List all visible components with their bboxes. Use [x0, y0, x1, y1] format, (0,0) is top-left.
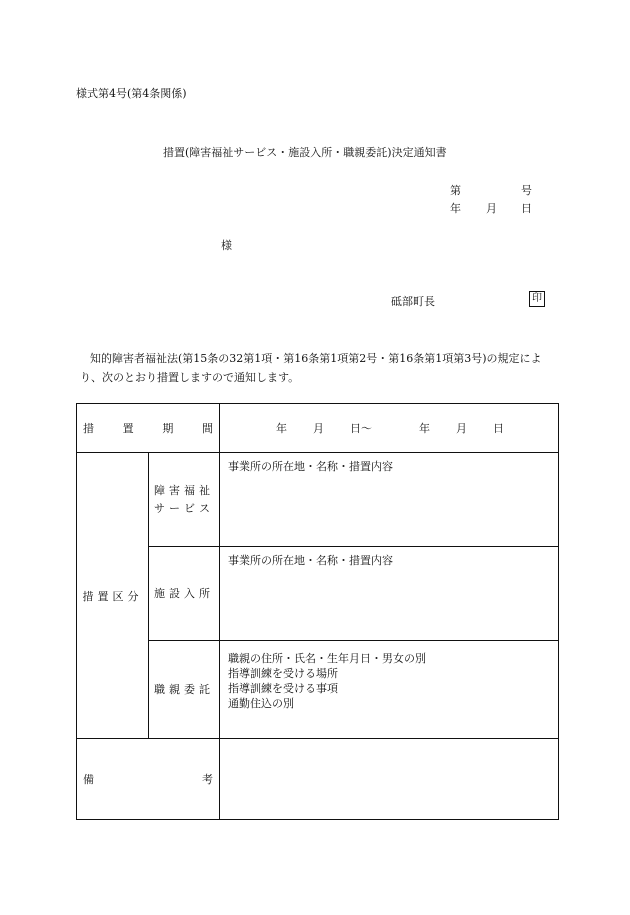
foster-row	[77, 641, 559, 739]
service-label-line2: サービス	[154, 501, 214, 515]
period-from-day: 日〜	[350, 422, 372, 435]
period-row	[77, 404, 559, 453]
notes-row	[77, 739, 559, 820]
period-to-month: 月	[456, 422, 467, 435]
foster-detail-line: 指導訓練を受ける場所	[228, 667, 338, 680]
facility-details: 事業所の所在地・名称・措置内容	[228, 554, 393, 567]
period-value-cell[interactable]	[220, 404, 559, 453]
foster-detail-line: 通勤住込の別	[228, 697, 294, 710]
number-prefix: 第	[450, 184, 461, 197]
notes-label-cell	[77, 739, 220, 820]
period-to-day: 日	[493, 422, 504, 435]
period-to-year: 年	[419, 422, 430, 435]
foster-label-cell	[149, 641, 220, 739]
category-label-cell	[77, 453, 149, 739]
category-label: 措置区分	[82, 589, 143, 603]
body-text: 知的障害者福祉法(第15条の32第1項・第16条第1項第2号・第16条第1項第3号)の規定により、次のとおり措置しますので通知します。	[80, 352, 542, 384]
seal-stamp-box: 印	[529, 291, 545, 307]
facility-details-cell[interactable]	[220, 547, 559, 641]
document-title: 措置(障害福祉サービス・施設入所・職親委託)決定通知書	[163, 146, 447, 159]
foster-label: 職親委託	[154, 682, 214, 696]
foster-detail-line: 職親の住所・氏名・生年月日・男女の別	[228, 652, 426, 665]
service-details-cell[interactable]	[220, 453, 559, 547]
notes-value-cell[interactable]	[220, 739, 559, 820]
decision-table	[76, 403, 559, 820]
service-label-cell	[149, 453, 220, 547]
period-label-char: 間	[201, 422, 213, 435]
period-from-year: 年	[276, 422, 287, 435]
service-row	[77, 453, 559, 547]
service-details: 事業所の所在地・名称・措置内容	[228, 460, 393, 473]
notes-label-right: 考	[202, 773, 213, 786]
number-suffix: 号	[521, 184, 532, 197]
facility-label-cell	[149, 547, 220, 641]
period-label-char: 措	[83, 422, 94, 435]
period-label-cell	[77, 404, 220, 453]
period-label-char: 置	[122, 422, 134, 435]
recipient-honorific: 様	[221, 239, 232, 252]
period-label-char: 期	[162, 422, 174, 435]
facility-label: 施設入所	[154, 586, 214, 600]
date-day-label: 日	[521, 202, 532, 215]
foster-detail-line: 指導訓練を受ける事項	[228, 682, 338, 695]
notes-label-left: 備	[83, 773, 94, 786]
date-month-label: 月	[486, 202, 497, 215]
date-year-label: 年	[450, 202, 461, 215]
issuer-title: 砥部町長	[391, 295, 435, 308]
facility-row	[77, 547, 559, 641]
period-from-month: 月	[313, 422, 324, 435]
form-number: 様式第4号(第4条関係)	[76, 87, 187, 100]
service-label-line1: 障害福祉	[154, 483, 214, 497]
foster-details-cell[interactable]	[220, 641, 559, 739]
